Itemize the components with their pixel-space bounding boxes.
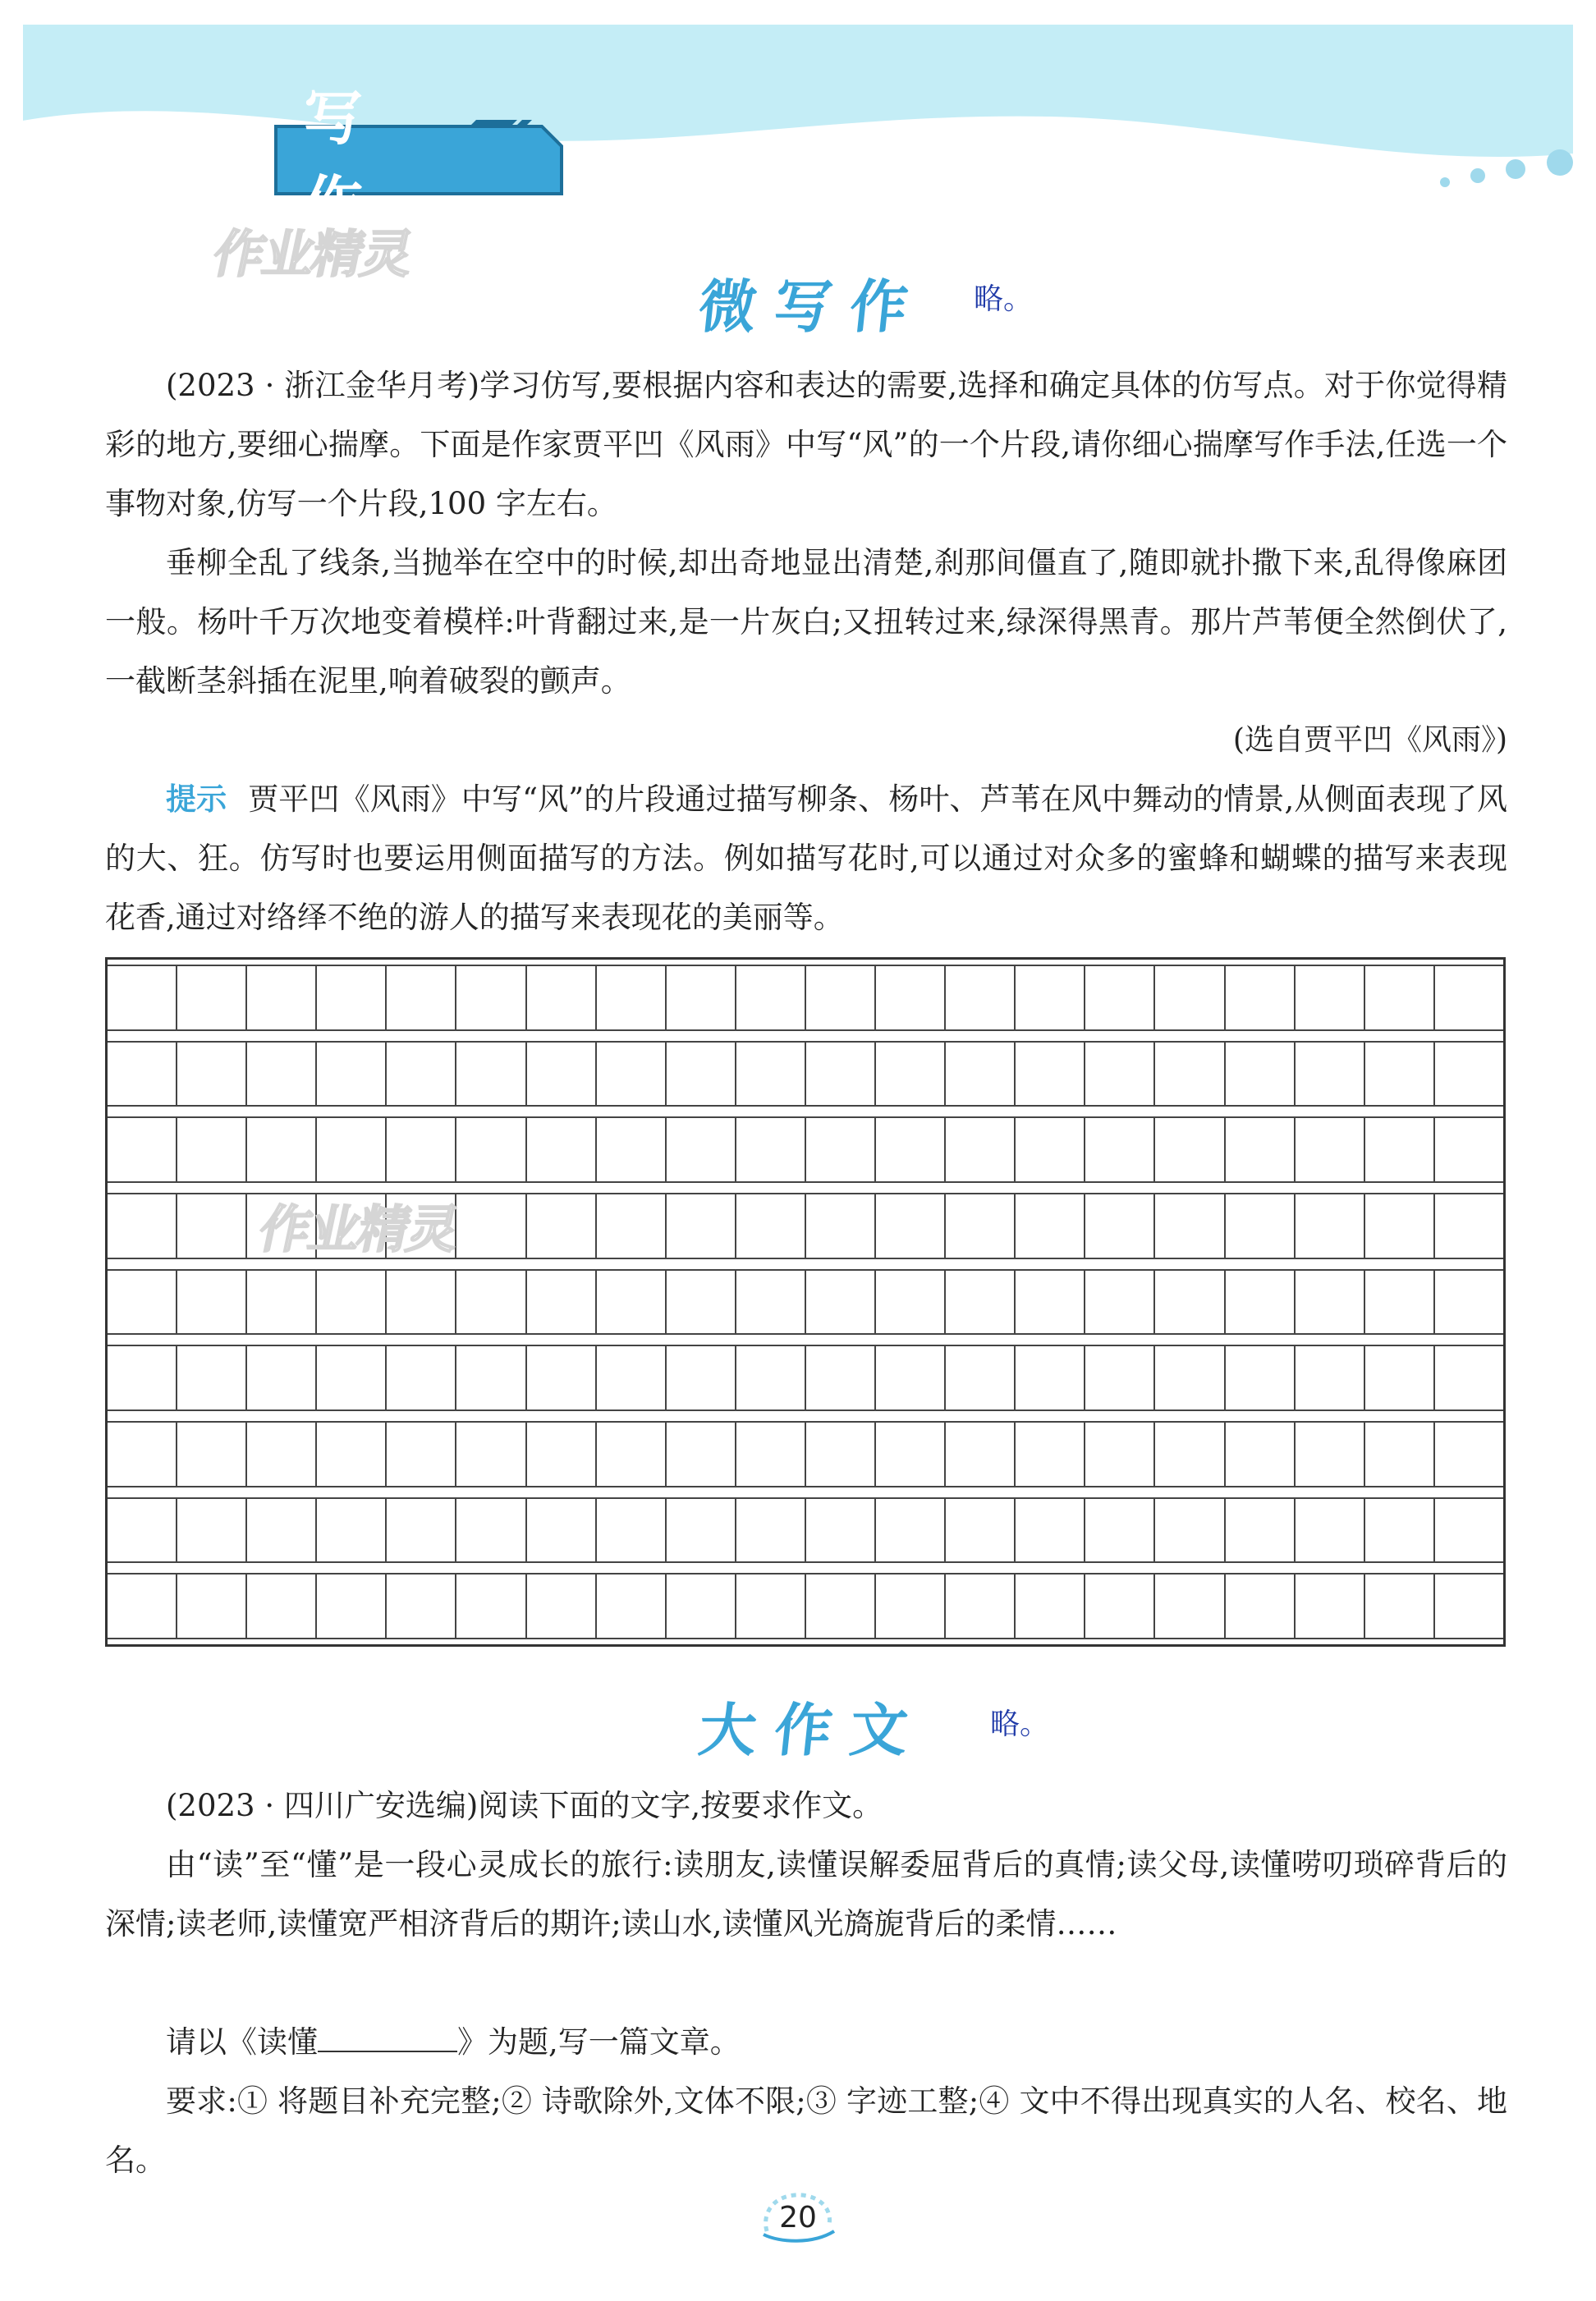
grid-cell[interactable] <box>1364 966 1433 1029</box>
grid-cell[interactable] <box>176 1574 245 1638</box>
grid-cell[interactable] <box>595 1194 665 1258</box>
grid-cell[interactable] <box>1224 966 1294 1029</box>
grid-cell[interactable] <box>1084 966 1153 1029</box>
grid-cell[interactable] <box>525 966 595 1029</box>
grid-cell[interactable] <box>245 1271 315 1334</box>
grid-cell[interactable] <box>735 1574 805 1638</box>
grid-cell[interactable] <box>1153 1194 1223 1258</box>
grid-cell[interactable] <box>176 966 245 1029</box>
grid-cell[interactable] <box>1153 966 1223 1029</box>
grid-cell[interactable] <box>595 1271 665 1334</box>
grid-cell[interactable] <box>735 1499 805 1562</box>
grid-cell[interactable] <box>245 1499 315 1562</box>
grid-cell[interactable] <box>176 1194 245 1258</box>
grid-cell[interactable] <box>595 1423 665 1486</box>
grid-cell[interactable] <box>455 1271 525 1334</box>
grid-cell[interactable] <box>735 1043 805 1106</box>
grid-cell[interactable] <box>455 1574 525 1638</box>
grid-cell[interactable] <box>1294 1346 1364 1409</box>
grid-cell[interactable] <box>385 1043 455 1106</box>
grid-cell[interactable] <box>665 1574 735 1638</box>
grid-cell[interactable] <box>944 1118 1014 1181</box>
essay-title-blank[interactable] <box>318 2026 457 2052</box>
grid-cell[interactable] <box>1364 1194 1433 1258</box>
header-wave-band <box>0 0 1596 238</box>
grid-row <box>108 1497 1503 1564</box>
grid-cell[interactable] <box>805 1574 874 1638</box>
grid-cell[interactable] <box>176 1271 245 1334</box>
essay-title: 大作文 <box>695 1697 929 1764</box>
essay-task <box>105 2013 1507 2072</box>
grid-cell[interactable] <box>735 966 805 1029</box>
grid-cell[interactable] <box>1433 1194 1503 1258</box>
grid-cell[interactable] <box>385 1118 455 1181</box>
grid-cell[interactable] <box>805 1043 874 1106</box>
grid-cell[interactable] <box>1224 1043 1294 1106</box>
grid-cell[interactable] <box>1224 1574 1294 1638</box>
grid-cell[interactable] <box>944 1499 1014 1562</box>
grid-cell[interactable] <box>1433 1271 1503 1334</box>
grid-cell[interactable] <box>1014 966 1084 1029</box>
grid-cell[interactable] <box>1224 1346 1294 1409</box>
grid-cell[interactable] <box>805 1194 874 1258</box>
grid-cell[interactable] <box>1153 1574 1223 1638</box>
grid-cell[interactable] <box>1084 1043 1153 1106</box>
grid-cell[interactable] <box>805 1499 874 1562</box>
grid-cell[interactable] <box>315 1271 385 1334</box>
grid-cell[interactable] <box>245 1043 315 1106</box>
grid-cell[interactable] <box>315 1043 385 1106</box>
grid-cell[interactable] <box>874 1118 944 1181</box>
essay-material: 由“读”至“懂”是一段心灵成长的旅行:读朋友,读懂误解委屈背后的真情;读父母,读懂唠叨琐碎背后的深情;读老师,读懂宽严相济背后的期许;读山水,读懂风光旖旎背后的柔情…… <box>105 1847 1507 1941</box>
grid-cell[interactable] <box>874 1499 944 1562</box>
grid-cell[interactable] <box>385 1499 455 1562</box>
essay-requirements: 要求:① 将题目补充完整;② 诗歌除外,文体不限;③ 字迹工整;④ 文中不得出现真实的人名、校名、地名。 <box>105 2083 1507 2178</box>
grid-cell[interactable] <box>108 1499 176 1562</box>
grid-cell[interactable] <box>455 1499 525 1562</box>
hint-label: 提示 <box>166 782 227 817</box>
grid-cell[interactable] <box>944 1043 1014 1106</box>
essay-prompt: (2023 · 四川广安选编)阅读下面的文字,按要求作文。 <box>166 1788 883 1823</box>
grid-cell[interactable] <box>944 1423 1014 1486</box>
grid-row <box>108 1041 1503 1107</box>
grid-cell[interactable] <box>665 1346 735 1409</box>
grid-cell[interactable] <box>1224 1118 1294 1181</box>
grid-cell[interactable] <box>315 966 385 1029</box>
grid-cell[interactable] <box>525 1194 595 1258</box>
grid-cell[interactable] <box>1014 1043 1084 1106</box>
grid-cell[interactable] <box>245 1118 315 1181</box>
grid-cell[interactable] <box>1014 1346 1084 1409</box>
grid-cell[interactable] <box>1224 1423 1294 1486</box>
grid-cell[interactable] <box>1014 1574 1084 1638</box>
grid-cell[interactable] <box>1014 1118 1084 1181</box>
grid-cell[interactable] <box>1364 1574 1433 1638</box>
grid-cell[interactable] <box>176 1423 245 1486</box>
grid-cell[interactable] <box>108 1043 176 1106</box>
page-number-badge <box>755 2189 841 2246</box>
grid-cell[interactable] <box>944 1194 1014 1258</box>
hint-text: 贾平凹《风雨》中写“风”的片段通过描写柳条、杨叶、芦苇在风中舞动的情景,从侧面表现了风的大、狂。仿写时也要运用侧面描写的方法。例如描写花时,可以通过对众多的蜜蜂和蝴蝶的描写来表现花香,通过对络绎不绝的游人的描写来表现花的美丽等。 <box>105 782 1507 935</box>
grid-cell[interactable] <box>665 1423 735 1486</box>
grid-cell[interactable] <box>1153 1423 1223 1486</box>
grid-cell[interactable] <box>1433 1043 1503 1106</box>
section-badge <box>271 84 566 238</box>
grid-cell[interactable] <box>385 1271 455 1334</box>
grid-cell[interactable] <box>1294 1574 1364 1638</box>
grid-cell[interactable] <box>1433 1346 1503 1409</box>
grid-row <box>108 1269 1503 1336</box>
micro-writing-title: 微写作 <box>695 273 929 341</box>
grid-cell[interactable] <box>1294 1423 1364 1486</box>
grid-cell[interactable] <box>1294 1499 1364 1562</box>
grid-cell[interactable] <box>315 1118 385 1181</box>
grid-cell[interactable] <box>1153 1346 1223 1409</box>
grid-cell[interactable] <box>805 1271 874 1334</box>
grid-cell[interactable] <box>944 1574 1014 1638</box>
grid-cell[interactable] <box>874 1346 944 1409</box>
grid-cell[interactable] <box>385 1423 455 1486</box>
grid-cell[interactable] <box>874 1574 944 1638</box>
grid-cell[interactable] <box>525 1499 595 1562</box>
grid-cell[interactable] <box>315 1423 385 1486</box>
grid-cell[interactable] <box>108 1574 176 1638</box>
grid-cell[interactable] <box>1294 1194 1364 1258</box>
grid-cell[interactable] <box>1014 1194 1084 1258</box>
grid-row <box>108 965 1503 1031</box>
grid-cell[interactable] <box>1084 1423 1153 1486</box>
grid-cell[interactable] <box>1364 1499 1433 1562</box>
grid-cell[interactable] <box>1364 1423 1433 1486</box>
grid-cell[interactable] <box>1014 1423 1084 1486</box>
excerpt-source: (选自贾平凹《风雨》) <box>1232 723 1507 757</box>
micro-writing-prompt: (2023 · 浙江金华月考)学习仿写,要根据内容和表达的需要,选择和确定具体的仿写点。对于你觉得精彩的地方,要细心揣摩。下面是作家贾平凹《风雨》中写“风”的一个片段,请你细心揣摩写作手法,任选一个事物对象,仿写一个片段,100 字左右。 <box>105 368 1507 521</box>
grid-cell[interactable] <box>874 1194 944 1258</box>
grid-cell[interactable] <box>525 1043 595 1106</box>
grid-cell[interactable] <box>665 1271 735 1334</box>
grid-cell[interactable] <box>455 1043 525 1106</box>
grid-cell[interactable] <box>385 1574 455 1638</box>
grid-cell[interactable] <box>874 1043 944 1106</box>
grid-cell[interactable] <box>176 1118 245 1181</box>
watermark: 作业精灵 <box>254 1199 464 1259</box>
grid-cell[interactable] <box>1433 1574 1503 1638</box>
grid-cell[interactable] <box>944 1271 1014 1334</box>
grid-cell[interactable] <box>1153 1118 1223 1181</box>
grid-cell[interactable] <box>1084 1118 1153 1181</box>
grid-cell[interactable] <box>1364 1118 1433 1181</box>
grid-cell[interactable] <box>1224 1271 1294 1334</box>
grid-cell[interactable] <box>1084 1194 1153 1258</box>
grid-cell[interactable] <box>245 1346 315 1409</box>
grid-cell[interactable] <box>944 1346 1014 1409</box>
grid-cell[interactable] <box>525 1118 595 1181</box>
grid-cell[interactable] <box>455 1423 525 1486</box>
grid-cell[interactable] <box>1364 1346 1433 1409</box>
grid-cell[interactable] <box>245 1423 315 1486</box>
grid-cell[interactable] <box>525 1423 595 1486</box>
grid-cell[interactable] <box>1364 1043 1433 1106</box>
grid-cell[interactable] <box>315 1574 385 1638</box>
grid-cell[interactable] <box>108 1423 176 1486</box>
grid-cell[interactable] <box>1014 1499 1084 1562</box>
grid-cell[interactable] <box>176 1346 245 1409</box>
grid-cell[interactable] <box>315 1499 385 1562</box>
grid-cell[interactable] <box>176 1043 245 1106</box>
grid-cell[interactable] <box>108 1194 176 1258</box>
micro-writing-answer: 略。 <box>974 282 1034 316</box>
grid-cell[interactable] <box>874 1423 944 1486</box>
grid-cell[interactable] <box>1153 1499 1223 1562</box>
grid-cell[interactable] <box>108 1118 176 1181</box>
grid-cell[interactable] <box>525 1271 595 1334</box>
grid-cell[interactable] <box>1084 1271 1153 1334</box>
grid-cell[interactable] <box>595 1118 665 1181</box>
grid-cell[interactable] <box>1084 1346 1153 1409</box>
essay-task-before: 请以《读懂 <box>166 2024 318 2060</box>
grid-cell[interactable] <box>385 1346 455 1409</box>
grid-cell[interactable] <box>805 966 874 1029</box>
writing-grid[interactable] <box>105 957 1506 1647</box>
grid-cell[interactable] <box>805 1423 874 1486</box>
grid-cell[interactable] <box>665 1118 735 1181</box>
grid-cell[interactable] <box>1294 1271 1364 1334</box>
grid-cell[interactable] <box>108 1346 176 1409</box>
grid-cell[interactable] <box>595 1346 665 1409</box>
grid-cell[interactable] <box>245 1574 315 1638</box>
essay-answer: 略。 <box>990 1707 1050 1741</box>
grid-cell[interactable] <box>1433 1118 1503 1181</box>
grid-cell[interactable] <box>315 1346 385 1409</box>
grid-cell[interactable] <box>1224 1194 1294 1258</box>
essay-task-after: 》为题,写一篇文章。 <box>457 2024 741 2060</box>
grid-cell[interactable] <box>805 1346 874 1409</box>
grid-cell[interactable] <box>1433 966 1503 1029</box>
grid-cell[interactable] <box>805 1118 874 1181</box>
grid-cell[interactable] <box>735 1194 805 1258</box>
grid-cell[interactable] <box>1084 1499 1153 1562</box>
grid-cell[interactable] <box>595 1499 665 1562</box>
grid-cell[interactable] <box>1364 1271 1433 1334</box>
grid-cell[interactable] <box>1153 1043 1223 1106</box>
grid-cell[interactable] <box>455 1194 525 1258</box>
grid-cell[interactable] <box>1153 1271 1223 1334</box>
micro-writing-excerpt: 垂柳全乱了线条,当抛举在空中的时候,却出奇地显出清楚,刹那间僵直了,随即就扑撒下来,乱得像麻团一般。杨叶千万次地变着模样:叶背翻过来,是一片灰白;又扭转过来,绿深得黑青。那片芦苇便全然倒伏了,一截断茎斜插在泥里,响着破裂的颤声。 <box>105 545 1507 699</box>
grid-row <box>108 1345 1503 1411</box>
grid-cell[interactable] <box>1433 1423 1503 1486</box>
section-title: 写 作 <box>304 84 413 238</box>
grid-cell[interactable] <box>525 1574 595 1638</box>
watermark: 作业精灵 <box>208 224 418 284</box>
grid-cell[interactable] <box>1014 1271 1084 1334</box>
grid-cell[interactable] <box>874 1271 944 1334</box>
grid-cell[interactable] <box>735 1346 805 1409</box>
grid-cell[interactable] <box>595 1043 665 1106</box>
grid-row <box>108 1116 1503 1183</box>
grid-cell[interactable] <box>874 966 944 1029</box>
grid-cell[interactable] <box>735 1118 805 1181</box>
grid-cell[interactable] <box>665 1499 735 1562</box>
grid-cell[interactable] <box>735 1423 805 1486</box>
grid-cell[interactable] <box>595 966 665 1029</box>
grid-cell[interactable] <box>665 1043 735 1106</box>
grid-cell[interactable] <box>385 966 455 1029</box>
grid-cell[interactable] <box>665 966 735 1029</box>
grid-row <box>108 1421 1503 1487</box>
page-number: 20 <box>779 2200 817 2235</box>
grid-cell[interactable] <box>1224 1499 1294 1562</box>
grid-cell[interactable] <box>1294 966 1364 1029</box>
grid-cell[interactable] <box>176 1499 245 1562</box>
grid-cell[interactable] <box>455 1118 525 1181</box>
grid-cell[interactable] <box>944 966 1014 1029</box>
grid-cell[interactable] <box>245 966 315 1029</box>
micro-writing-hint <box>105 770 1507 947</box>
grid-cell[interactable] <box>108 966 176 1029</box>
grid-cell[interactable] <box>455 1346 525 1409</box>
grid-cell[interactable] <box>595 1574 665 1638</box>
grid-cell[interactable] <box>455 966 525 1029</box>
grid-cell[interactable] <box>525 1346 595 1409</box>
grid-cell[interactable] <box>735 1271 805 1334</box>
grid-cell[interactable] <box>1294 1043 1364 1106</box>
grid-row <box>108 1573 1503 1639</box>
grid-cell[interactable] <box>665 1194 735 1258</box>
grid-cell[interactable] <box>1084 1574 1153 1638</box>
grid-cell[interactable] <box>108 1271 176 1334</box>
grid-cell[interactable] <box>1294 1118 1364 1181</box>
grid-cell[interactable] <box>1433 1499 1503 1562</box>
